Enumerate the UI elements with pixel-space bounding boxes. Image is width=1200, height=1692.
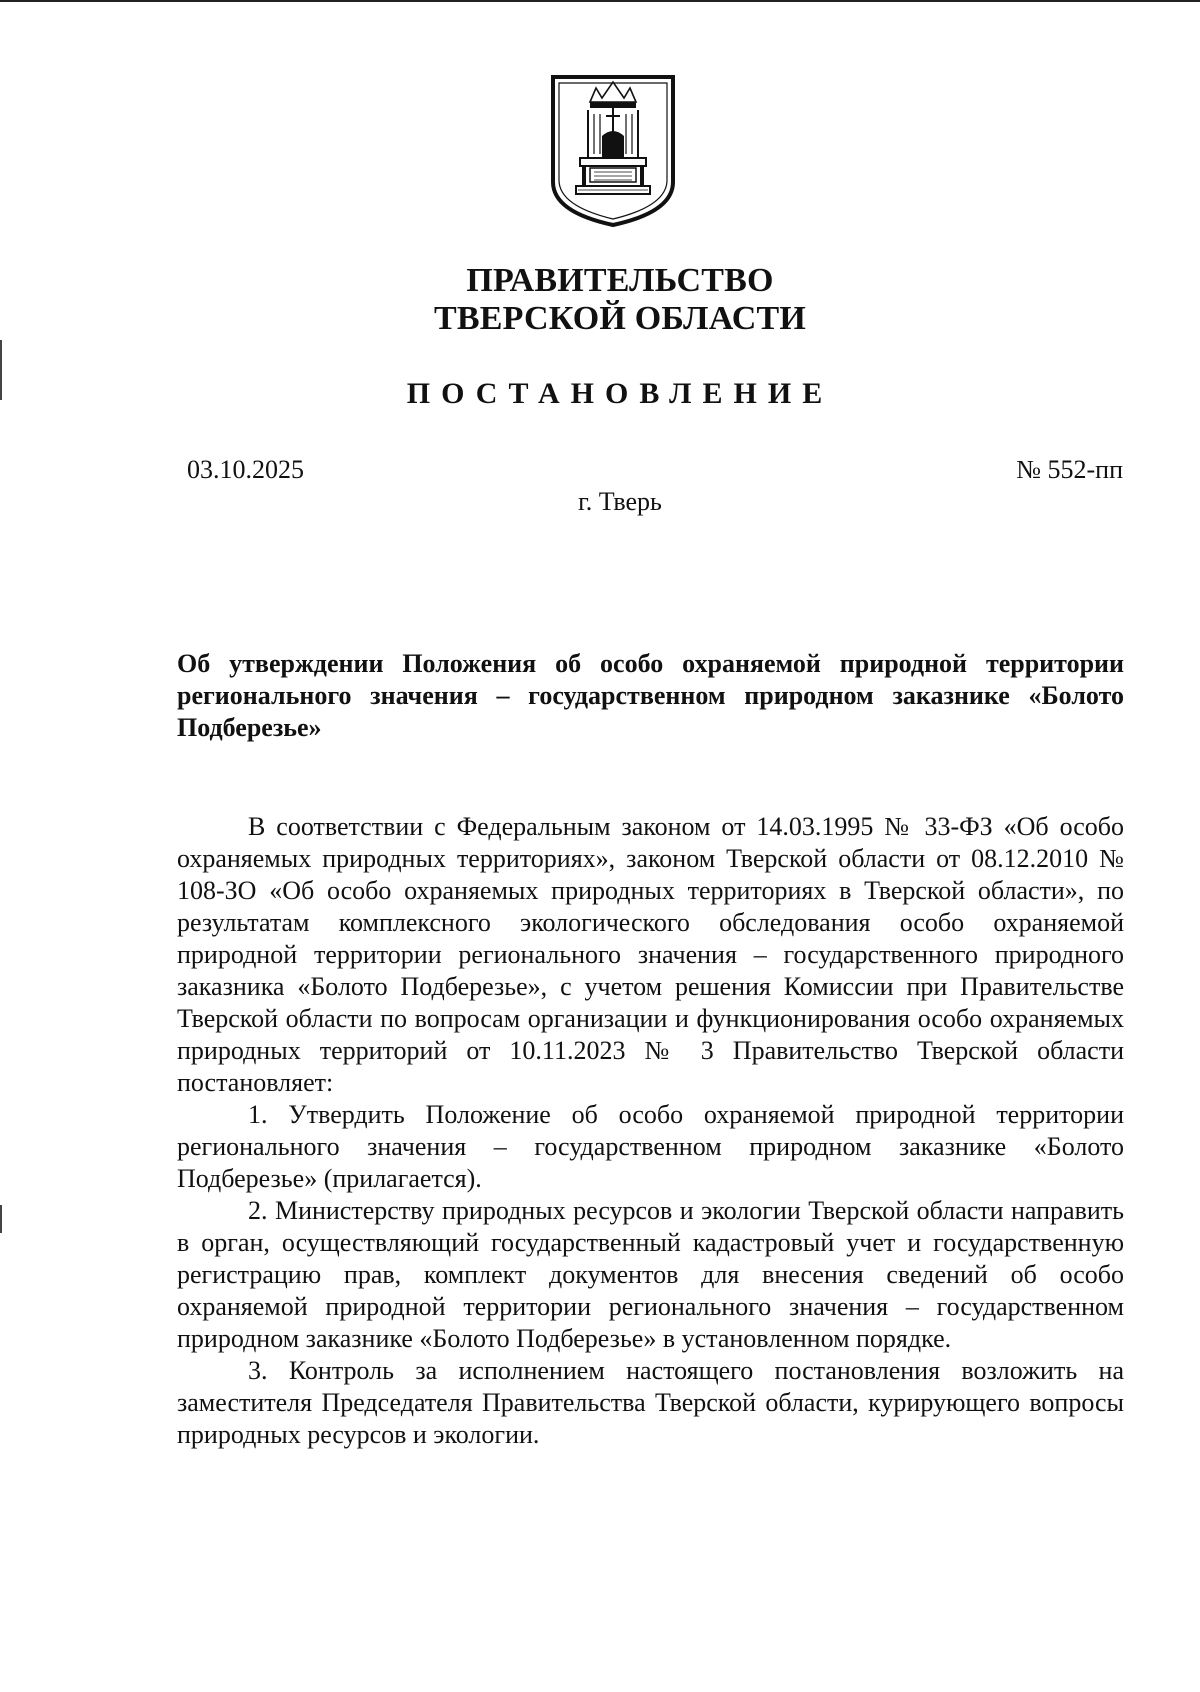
preamble-paragraph: В соответствии с Федеральным законом от 14.03.1995 № 33-ФЗ «Об особо охраняемых природных территориях», законом Тверской области от 08.12.2010 № 108-ЗО «Об особо охраняемых природных территориях в Тверской области», по результатам комплексного экологического обследования особо охраняемой природной территории регионального значения – государственного природного заказника «Болото Подберезье», с учетом решения Комиссии при Правительстве Тверской области по вопросам организации и функционирования особо охраняемых природных территорий от 10.11.2023 № 3 Правительство Тверской области постановляет: bbox=[177, 812, 1124, 1097]
document-city: г. Тверь bbox=[578, 487, 662, 516]
clause-2-paragraph: 2. Министерству природных ресурсов и экологии Тверской области направить в орган, осуществляющий государственный кадастровый учет и государственную регистрацию прав, комплект документов для внесения сведений об особо охраняемой природной территории регионального значения – государственном природном заказнике «Болото Подберезье» в установленном порядке. bbox=[177, 1196, 1124, 1353]
organization-line-2: ТВЕРСКОЙ ОБЛАСТИ bbox=[433, 300, 807, 337]
scan-mark bbox=[0, 1205, 2, 1233]
organization-name bbox=[0, 262, 1200, 338]
document-title: Об утверждении Положения об особо охраняемой природной территории регионального значения – государственном природном заказнике «Болото Подберезье» bbox=[177, 649, 1124, 742]
document-type: ПОСТАНОВЛЕНИЕ bbox=[406, 377, 834, 410]
clause-1-paragraph: 1. Утвердить Положение об особо охраняемой природной территории регионального значения – государственном природном заказнике «Болото Подберезье» (прилагается). bbox=[177, 1100, 1124, 1193]
tver-coat-of-arms-icon bbox=[550, 74, 676, 228]
scan-edge bbox=[0, 0, 1200, 2]
organization-line-1: ПРАВИТЕЛЬСТВО bbox=[466, 262, 774, 299]
document-body bbox=[177, 811, 1124, 1451]
document-date: 03.10.2025 bbox=[187, 455, 304, 484]
clause-3-paragraph: 3. Контроль за исполнением настоящего постановления возложить на заместителя Председателя Правительства Тверской области, курирующего вопросы природных ресурсов и экологии. bbox=[177, 1356, 1124, 1449]
document-number: № 552-пп bbox=[1016, 455, 1123, 484]
